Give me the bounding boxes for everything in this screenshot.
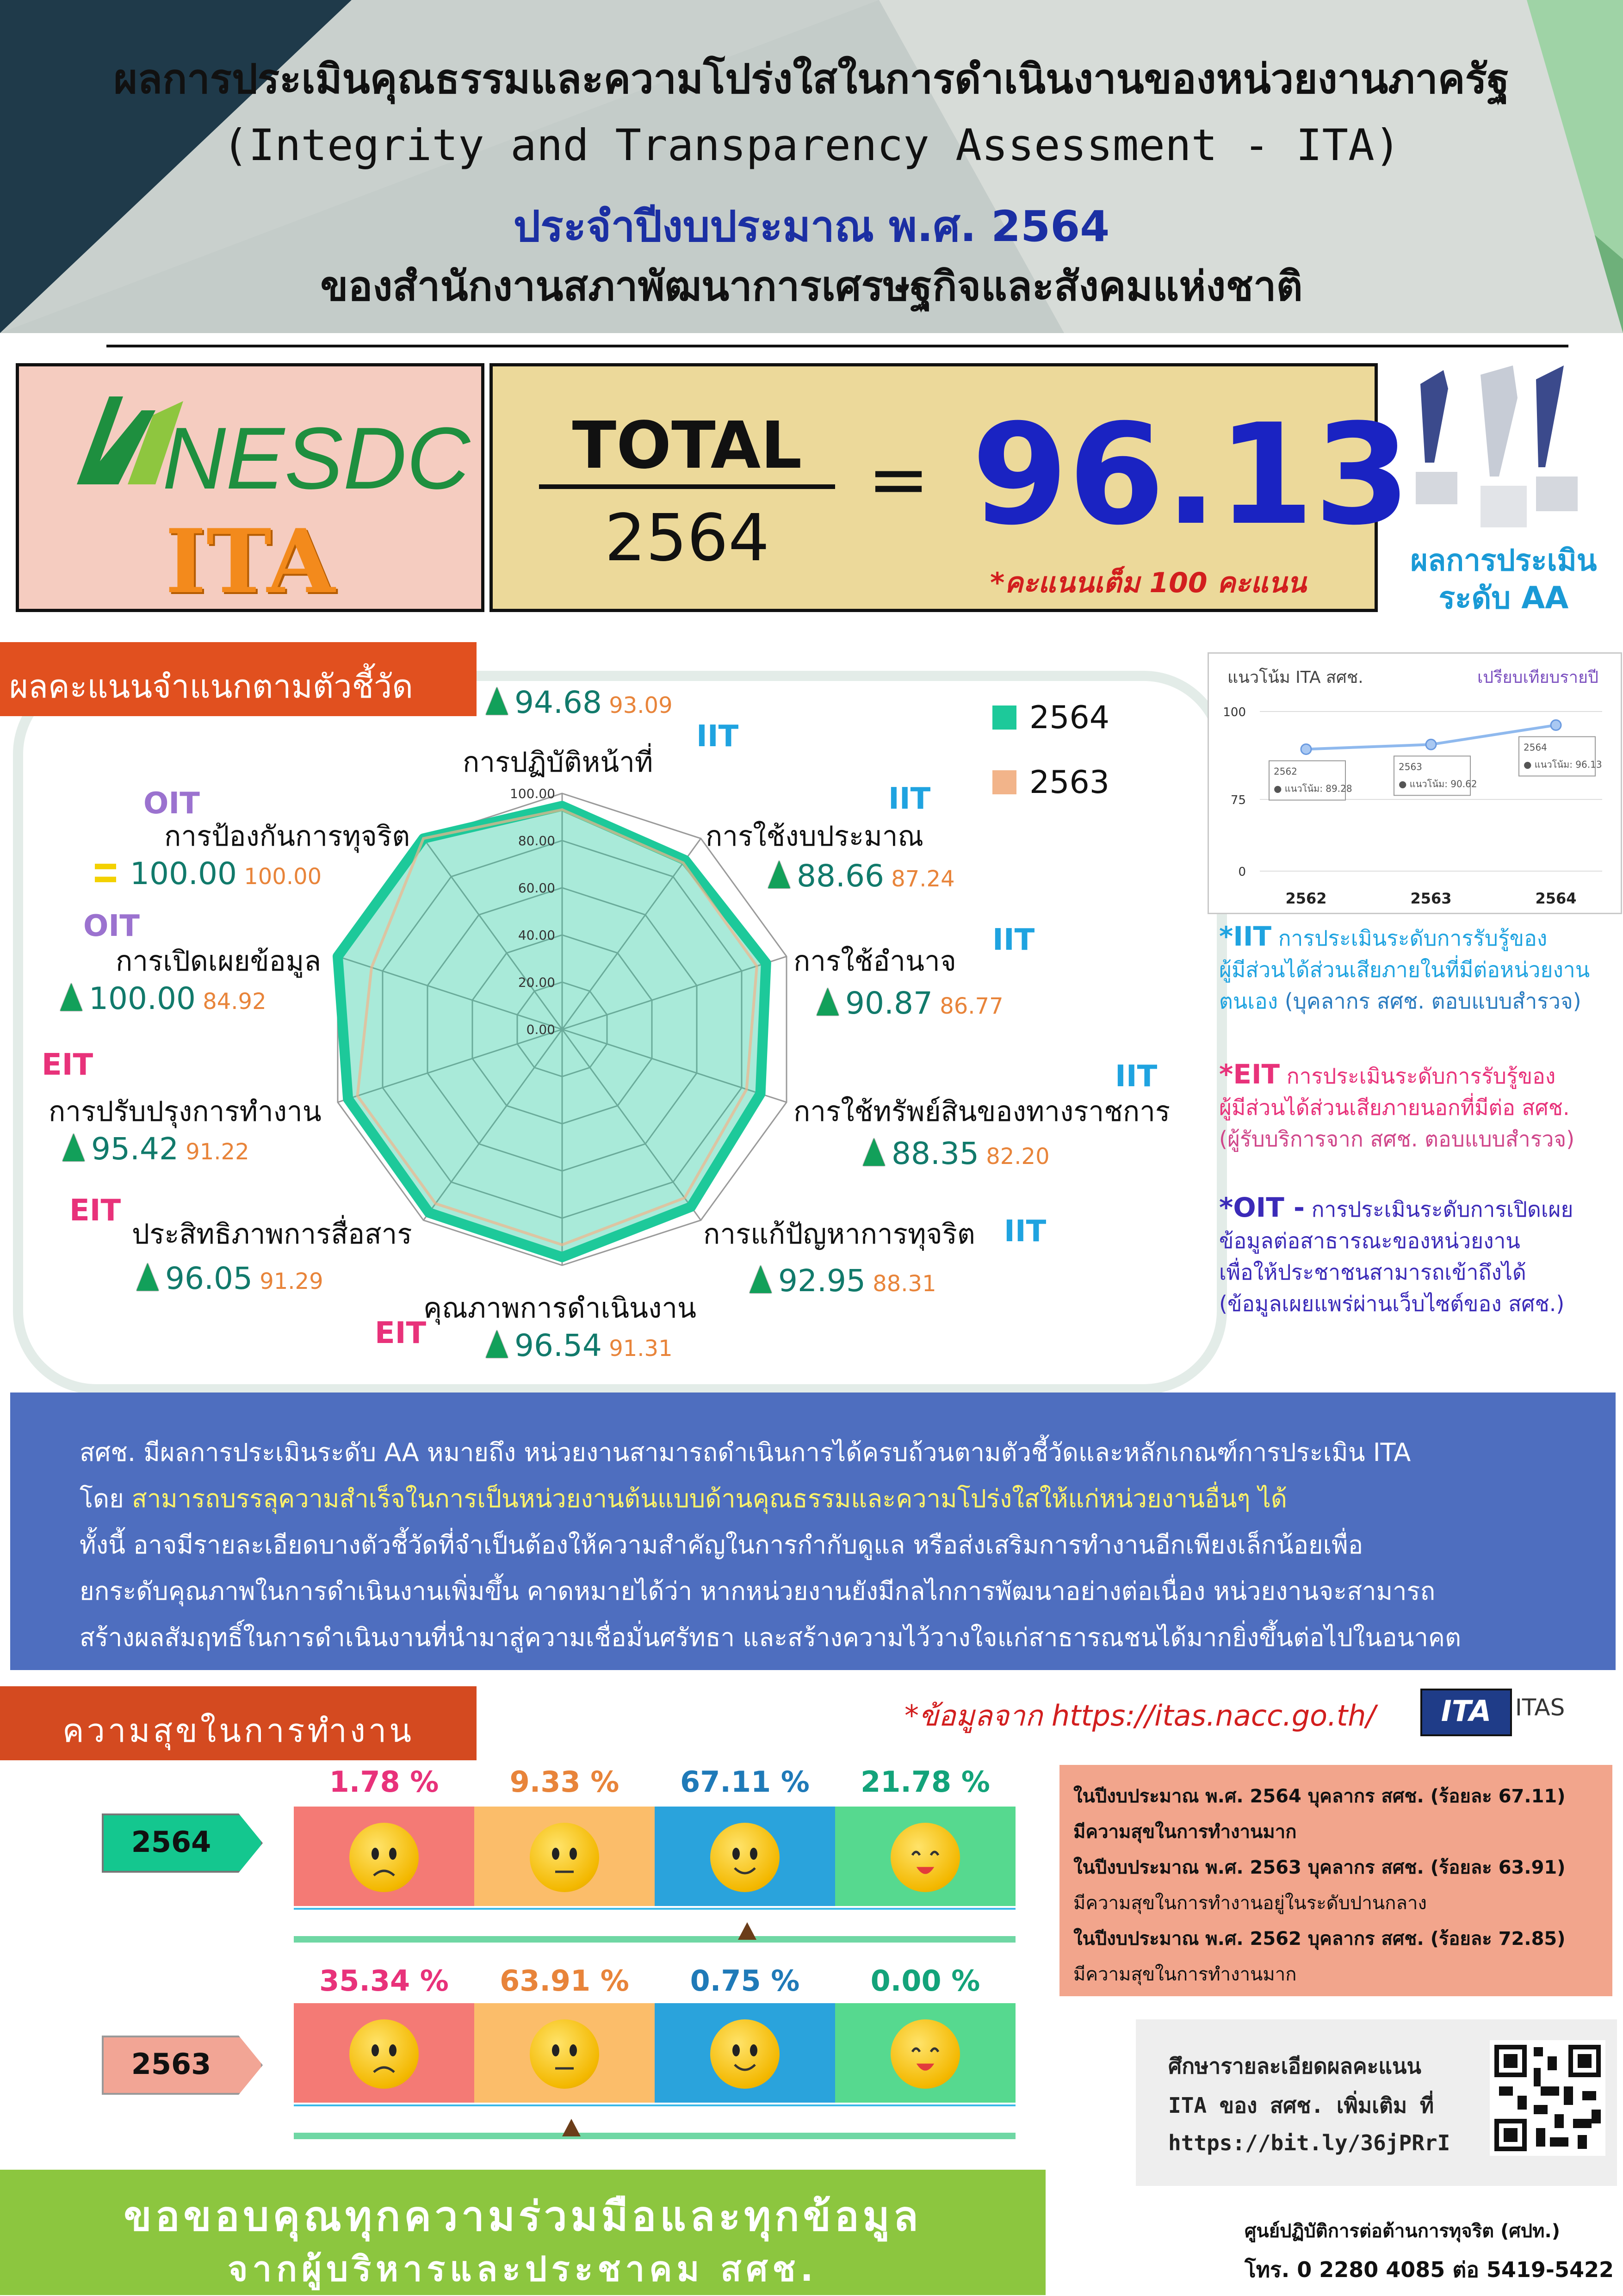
trend-x-tick: 2562 [1285,890,1327,907]
trend-tooltip-year: 2562 [1274,766,1297,777]
trend-plot [1209,654,1621,913]
happy-face-icon [891,1823,960,1892]
pct-2564-3: 67.11 % [680,1765,810,1799]
radar-tick-label: 20.00 [518,975,555,990]
happiness-source: *ข้อมูลจาก https://itas.nacc.go.th/ [904,1699,1376,1733]
trend-tooltip-value: ● แนวโน้ม: 89.28 [1274,783,1352,794]
ita-badge: ITA [1420,1689,1512,1736]
cat2-tag: IIT [992,923,1035,957]
scale-line-2563 [294,2133,1016,2139]
cat3-values: 88.35 82.20 [863,1136,1050,1171]
radar-tick-label: 0.00 [526,1022,555,1037]
pct-2563-1: 35.34 % [319,1964,449,1998]
pct-2563-4: 0.00 % [870,1964,980,1998]
cat1-tag: IIT [888,782,931,816]
trend-tooltip-value: ● แนวโน้ม: 96.13 [1524,759,1602,770]
note-iit-title: *IIT [1219,921,1272,952]
happiness-title-bar [0,1686,477,1760]
trend-title: แนวโน้ม ITA สศช. [1227,668,1363,687]
legend-2564-swatch [992,706,1016,730]
trend-compare: เปรียบเทียบรายปี [1477,668,1598,687]
cat1-label: การใช้งบประมาณ [706,820,924,853]
itas-text: ITAS [1515,1694,1565,1721]
cat3-label: การใช้ทรัพย์สินของทางราชการ [793,1095,1171,1128]
cat9-values: 100.00 100.00 [95,856,322,891]
cat4-tag: IIT [1004,1214,1047,1249]
legend-2563-swatch [992,770,1016,794]
more-url[interactable]: https://bit.ly/36jPRrI [1168,2130,1450,2155]
summary-box [10,1392,1616,1670]
contact-line1: ศูนย์ปฏิบัติการต่อต้านการทุจริต (ศปท.) [1245,2221,1560,2242]
note-oit-text1: การประเมินระดับการเปิดเผย [1311,1197,1573,1222]
note-iit-text1: การประเมินระดับการรับรู้ของ [1278,926,1548,951]
cat6-values: 96.05 91.29 [136,1261,323,1296]
happiness-info-box [1059,1765,1612,1996]
year-2564: 2564 [131,1825,211,1859]
cat3-tag: IIT [1115,1059,1158,1094]
trend-tooltip-year: 2563 [1399,761,1422,773]
header-title-line2: (Integrity and Transparency Assessment - ITA) [222,120,1401,171]
cat8-label: การเปิดเผยข้อมูล [116,945,321,978]
cat0-values: 94.68 93.09 [486,685,673,720]
pct-2564-1: 1.78 % [329,1765,439,1799]
marker-2564 [738,1922,756,1940]
sad-face-icon [349,1823,419,1892]
summary-p1a: สศช. มีผลการประเมินระดับ AA หมายถึง หน่วยงานสามารถดำเนินการได้ครบถ้วนตามตัวชี้วัดและหลักเกณฑ์การประเมิน ITA [80,1438,1411,1467]
summary-p2: ทั้งนี้ อาจมีรายละเอียดบางตัวชี้วัดที่จำเป็นต้องให้ความสำคัญในการกำกับดูแล หรือส่งเสริมการทำงานอีกเพียงเล็กน้อยเพื่อ [80,1530,1363,1560]
pct-2564-2: 9.33 % [509,1765,619,1799]
thanks-line1: ขอขอบคุณทุกความร่วมมือและทุกข้อมูล [124,2192,922,2240]
neutral-face-icon [530,2019,599,2089]
cat4-label: การแก้ปัญหาการทุจริต [703,1218,975,1250]
pct-2564-4: 21.78 % [861,1765,990,1799]
cat2-label: การใช้อำนาจ [793,945,956,978]
contact-line2: โทร. 0 2280 4085 ต่อ 5419-5422 [1245,2257,1614,2282]
cat7-label: การปรับปรุงการทำงาน [49,1095,322,1128]
total-equals: = [867,436,930,522]
note-oit-text2: ข้อมูลต่อสาธารณะของหน่วยงาน [1219,1228,1520,1253]
note-oit-text3: เพื่อให้ประชาชนสามารถเข้าถึงได้ [1219,1260,1526,1285]
radar-tick-label: 100.00 [510,786,555,801]
trend-x-tick: 2564 [1535,890,1577,907]
cat5-tag: EIT [375,1316,427,1350]
radar-tick-label: 60.00 [518,880,555,896]
total-year: 2564 [604,501,770,576]
trend-tooltip-year: 2564 [1524,742,1547,753]
trend-x-tick: 2563 [1410,890,1452,907]
radar-tick-label: 40.00 [518,928,555,943]
qr-code-icon[interactable] [1490,2040,1605,2156]
cat7-values: 95.42 91.22 [62,1131,249,1167]
total-label: TOTAL [572,408,802,483]
scale-line-2564 [294,1936,1016,1943]
trend-tooltip-value: ● แนวโน้ม: 90.62 [1399,778,1477,790]
trend-y-tick: 0 [1238,865,1246,879]
note-eit-title: *EIT [1219,1058,1280,1090]
info-line3: ในปีงบประมาณ พ.ศ. 2563 บุคลากร สศช. (ร้อยละ 63.91) [1073,1857,1566,1878]
total-score: 96.13 [972,394,1411,556]
info-line1: ในปีงบประมาณ พ.ศ. 2564 บุคลากร สศช. (ร้อยละ 67.11) [1073,1786,1566,1807]
summary-p3: ยกระดับคุณภาพในการดำเนินงานเพิ่มขึ้น คาดหมายได้ว่า หากหน่วยงานยังมีกลไกการพัฒนาอย่างต่อเนื่อง หน่วยงานจะสามารถ [80,1577,1436,1606]
legend-2564-label: 2564 [1029,699,1110,736]
sad-face-icon [349,2019,419,2089]
cat9-label: การป้องกันการทุจริต [164,820,410,853]
cat5-label: คุณภาพการดำเนินงาน [423,1292,697,1324]
info-line6: มีความสุขในการทำงานมาก [1073,1964,1297,1985]
marker-2563 [562,2119,581,2136]
cat9-tag: OIT [143,786,200,821]
happiness-title: ความสุขในการทำงาน [62,1712,415,1750]
info-line2: มีความสุขในการทำงานมาก [1073,1821,1297,1843]
trend-point [1551,720,1561,730]
happy-face-icon [891,2019,960,2089]
header-title-line4: ของสำนักงานสภาพัฒนาการเศรษฐกิจและสังคมแห่งชาติ [320,262,1303,310]
cat7-tag: EIT [42,1048,93,1082]
cat0-tag: IIT [696,719,739,754]
notes-block [1219,921,1617,1319]
thanks-box [0,2170,1046,2295]
note-eit-text2: ผู้มีส่วนได้ส่วนเสียภายนอกที่มีต่อ สศช. [1219,1095,1570,1120]
total-note: *คะแนนเต็ม 100 คะแนน [990,567,1307,599]
cat6-tag: EIT [69,1194,121,1228]
more-info-box [1136,2019,1617,2186]
logo-brand: NESDC [162,409,471,507]
pct-2563-3: 0.75 % [690,1964,800,1998]
neutral-face-icon [530,1823,599,1892]
info-line4: มีความสุขในการทำงานอยู่ในระดับปานกลาง [1073,1893,1427,1914]
summary-p1b: โดย [80,1484,124,1513]
pct-2563-2: 63.91 % [500,1964,629,1998]
more-line2: ITA ของ สศช. เพิ่มเติม ที่ [1168,2093,1434,2118]
thanks-line2: จากผู้บริหารและประชาคม สศช. [228,2249,818,2289]
cat8-tag: OIT [83,909,140,943]
smile-face-icon [710,2019,780,2089]
trend-point [1426,739,1436,749]
note-iit-sub: (บุคลากร สศช. ตอบแบบสำรวจ) [1284,989,1581,1014]
smile-face-icon [710,1823,780,1892]
trend-point [1301,744,1311,754]
header-title-line3: ประจำปีงบประมาณ พ.ศ. 2564 [513,202,1110,251]
note-oit-sub: (ข้อมูลเผยแพร่ผ่านเว็บไซต์ของ สศช.) [1219,1291,1565,1316]
more-line1: ศึกษารายละเอียดผลคะแนน [1168,2054,1421,2079]
logo-ita: ITA [165,510,335,613]
note-eit-sub: (ผู้รับบริการจาก สศช. ตอบแบบสำรวจ) [1219,1126,1575,1151]
cat8-values: 100.00 84.92 [60,981,266,1016]
legend-2563-label: 2563 [1029,764,1110,801]
cat1-values: 88.66 87.24 [768,858,955,894]
note-iit-text2: ผู้มีส่วนได้ส่วนเสียภายในที่มีต่อหน่วยงาน [1219,957,1590,982]
note-eit-text1: การประเมินระดับการรับรู้ของ [1286,1064,1556,1089]
trend-y-tick: 100 [1223,706,1246,719]
level-line1: ผลการประเมิน [1410,544,1597,578]
info-line5: ในปีงบประมาณ พ.ศ. 2562 บุคลากร สศช. (ร้อยละ 72.85) [1073,1928,1566,1949]
summary-p1c: สามารถบรรลุความสำเร็จในการเป็นหน่วยงานต้นแบบด้านคุณธรรมและความโปร่งใสให้แก่หน่วยงานอื่นๆ ได้ [131,1484,1287,1513]
section1-title: ผลคะแนนจำแนกตามตัวชี้วัด [9,668,413,706]
header-title-line1: ผลการประเมินคุณธรรมและความโปร่งใสในการดำเนินงานของหน่วยงานภาครัฐ [113,55,1510,103]
cat2-values: 90.87 86.77 [817,985,1004,1021]
cat0-label: การปฏิบัติหน้าที่ [463,746,653,779]
level-line2: ระดับ AA [1438,580,1569,616]
summary-p4: สร้างผลสัมฤทธิ์ในการดำเนินงานที่นำมาสู่ความเชื่อมั่นศรัทธา และสร้างความไว้วางใจแก่สาธารณชนได้มากยิ่งขึ้นต่อไปในอนาคต [80,1623,1462,1652]
cat6-label: ประสิทธิภาพการสื่อสาร [132,1218,412,1250]
cat4-values: 92.95 88.31 [750,1263,936,1299]
equal-icon [95,864,116,882]
note-oit-title: *OIT - [1219,1192,1305,1223]
trend-chart [1208,652,1622,914]
radar-tick-label: 80.00 [518,833,555,848]
cat5-values: 96.54 91.31 [486,1328,673,1363]
note-iit-text3: ตนเอง [1219,989,1278,1014]
year-2563: 2563 [131,2047,211,2081]
trend-y-tick: 75 [1230,793,1246,807]
